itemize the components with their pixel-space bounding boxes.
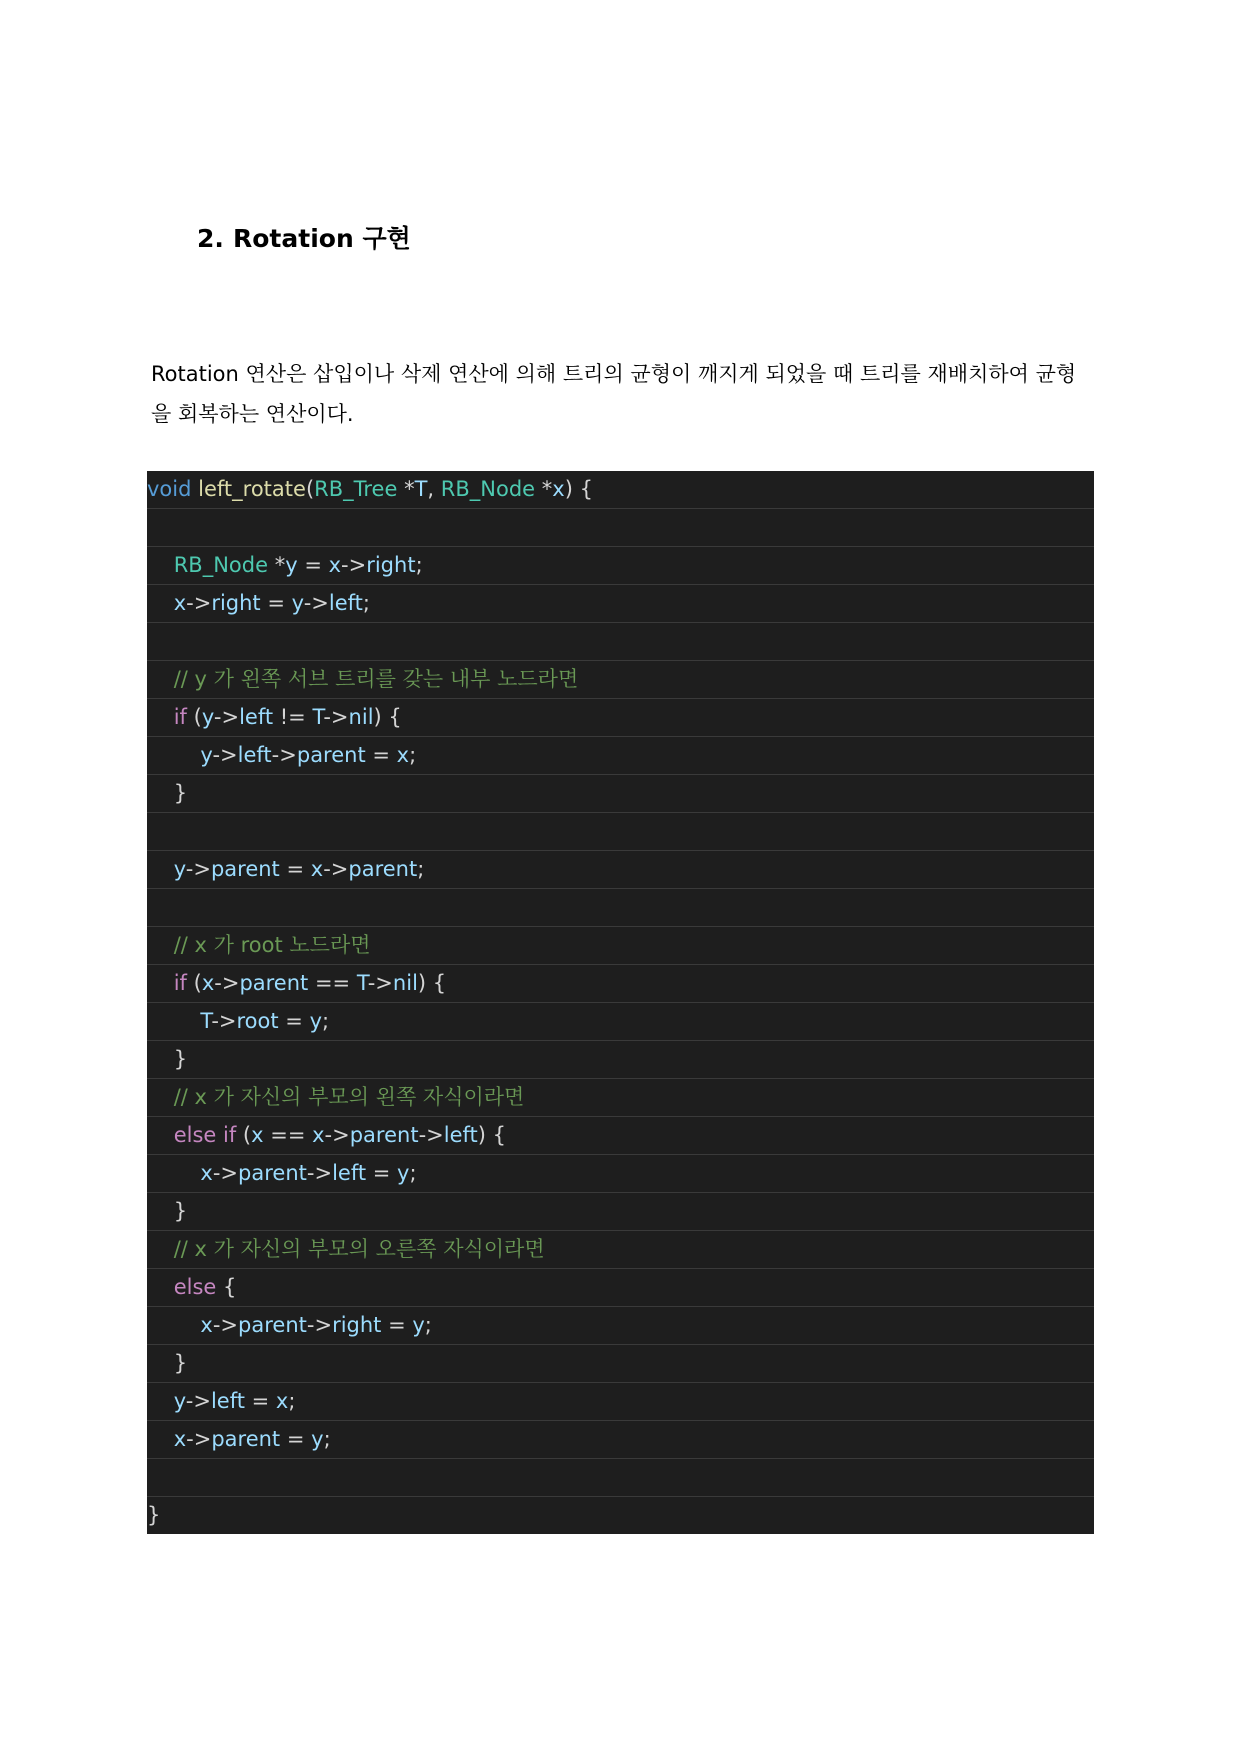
code-token: left [237,743,272,767]
code-token: left [332,1161,367,1185]
code-token: -> [214,971,240,995]
code-token: parent [211,1427,281,1451]
code-line [147,699,1094,737]
code-line [147,1307,1094,1345]
code-token: y [200,743,213,767]
code-token: ; [417,857,425,881]
code-token: ) { [373,705,402,729]
code-token: x [328,553,342,577]
code-comment: // x 가 자신의 부모의 오른쪽 자식이라면 [173,1237,545,1261]
code-line [147,1041,1094,1079]
code-line [147,623,1094,661]
code-token: != [273,705,313,729]
code-token: ; [409,743,417,767]
code-token: ( [186,971,202,995]
code-line [147,547,1094,585]
code-token: parent [238,1313,307,1337]
code-token: x [310,857,324,881]
code-line [147,509,1094,547]
code-token: -> [212,743,238,767]
code-token [147,1161,200,1185]
code-token: left [328,591,363,615]
code-line [147,1383,1094,1421]
code-token [147,857,174,881]
code-token: -> [186,591,212,615]
code-token: -> [418,1123,444,1147]
code-token: ; [424,1313,432,1337]
code-token [147,743,200,767]
code-line [147,1117,1094,1155]
code-token: = [279,857,311,881]
code-token: if [173,971,187,995]
code-token: T [414,477,428,501]
code-token: x [552,477,565,501]
code-line [147,813,1094,851]
code-token: left [210,1389,245,1413]
code-line [147,851,1094,889]
code-token: x [396,743,410,767]
code-token: parent [349,1123,419,1147]
code-token: right [211,591,261,615]
code-token: == [263,1123,313,1147]
code-token [147,1389,174,1413]
code-token [147,591,174,615]
code-token: x [200,1313,213,1337]
code-line [147,775,1094,813]
code-token: -> [186,1427,212,1451]
code-block [147,471,1094,1534]
code-token: left [443,1123,478,1147]
code-token: else [173,1275,217,1299]
code-token: y [412,1313,425,1337]
code-token: void [147,477,192,501]
code-token: x [275,1389,289,1413]
code-token: T [312,705,324,729]
code-token: y [311,1427,324,1451]
description-paragraph: Rotation 연산은 삽입이나 삭제 연산에 의해 트리의 균형이 깨지게 되었을 때 트리를 재배치하여 균형을 회복하는 연산이다. [151,362,1077,426]
section-title: Rotation 구현 [233,224,411,253]
code-token: RB_Node [440,477,536,501]
code-token: x [173,591,187,615]
code-token [147,933,174,957]
code-token: -> [306,1313,333,1337]
code-line [147,889,1094,927]
code-token: -> [341,553,367,577]
code-line [147,661,1094,699]
code-token: = [280,1427,312,1451]
code-token: if [173,705,187,729]
code-token: parent [210,857,280,881]
code-token: T [356,971,368,995]
code-token: else if [173,1123,237,1147]
code-token: -> [185,1389,211,1413]
code-token: ; [288,1389,296,1413]
code-token: } [147,1351,188,1375]
code-token [147,1237,174,1261]
code-token: == [308,971,357,995]
code-line [147,1003,1094,1041]
code-token: y [173,1389,186,1413]
code-line [147,1345,1094,1383]
code-line [147,927,1094,965]
code-token: ( [305,477,315,501]
code-token: ; [322,1009,330,1033]
code-token: y [201,705,214,729]
code-token: } [147,1047,188,1071]
code-token: } [147,781,188,805]
code-token: -> [367,971,393,995]
code-token: ) { [417,971,447,995]
code-token: * [397,477,415,501]
code-line [147,1421,1094,1459]
code-token [147,1275,174,1299]
code-token: -> [213,705,240,729]
code-token: RB_Tree [314,477,398,501]
code-token: nil [392,971,418,995]
code-token: left [239,705,274,729]
code-token: right [332,1313,382,1337]
code-token: nil [348,705,374,729]
code-token: -> [271,743,297,767]
code-line [147,737,1094,775]
code-token: -> [212,1313,239,1337]
code-token: T [200,1009,212,1033]
code-token: x [201,971,215,995]
code-comment: // y 가 왼쪽 서브 트리를 갖는 내부 노드라면 [173,667,579,691]
code-token: right [366,553,416,577]
code-token [147,1085,174,1109]
code-token: -> [323,705,349,729]
code-token: x [312,1123,325,1147]
code-token: y [291,591,304,615]
code-token: y [173,857,186,881]
code-line [147,1231,1094,1269]
code-line [147,965,1094,1003]
code-token: } [147,1199,188,1223]
code-token [147,1123,174,1147]
code-token: -> [303,591,329,615]
code-token: ; [415,553,423,577]
code-token: ) { [564,477,593,501]
code-comment: // x 가 root 노드라면 [173,933,371,957]
code-line [147,585,1094,623]
code-token: , [427,477,441,501]
code-token [147,553,174,577]
code-token: ; [362,591,370,615]
code-token: -> [185,857,211,881]
code-token: = [365,743,397,767]
code-line [147,1497,1094,1534]
code-token: parent [238,1161,307,1185]
code-token: ( [186,705,202,729]
code-token: ; [323,1427,331,1451]
code-token: = [260,591,292,615]
code-token: { [216,1275,237,1299]
code-token: root [236,1009,279,1033]
code-token [147,1313,200,1337]
code-line [147,1079,1094,1117]
code-token: x [173,1427,187,1451]
code-token [147,667,174,691]
code-token: * [268,553,286,577]
code-token: } [147,1503,161,1527]
code-token: = [366,1161,398,1185]
section-number: 2. [197,224,224,253]
code-token: left_rotate [198,477,306,501]
code-line [147,1459,1094,1497]
code-line [147,471,1094,509]
code-token: y [309,1009,322,1033]
code-token [147,971,174,995]
code-token: ; [409,1161,417,1185]
code-comment: // x 가 자신의 부모의 왼쪽 자식이라면 [173,1085,525,1109]
code-token: = [381,1313,413,1337]
code-token: ) { [477,1123,506,1147]
code-token: ( [236,1123,252,1147]
code-token: parent [348,857,418,881]
code-token: x [200,1161,213,1185]
code-token: -> [212,1161,239,1185]
code-line [147,1193,1094,1231]
code-token: * [535,477,553,501]
code-token: = [297,553,329,577]
code-token [147,1427,174,1451]
code-token: y [397,1161,410,1185]
code-token [147,705,174,729]
code-token: = [278,1009,310,1033]
code-token: x [251,1123,264,1147]
code-token: parent [296,743,366,767]
code-line [147,1269,1094,1307]
code-token: -> [323,857,349,881]
code-token: -> [306,1161,333,1185]
code-token [147,1009,200,1033]
code-token: = [244,1389,276,1413]
section-heading [197,222,411,256]
code-line [147,1155,1094,1193]
code-token: y [285,553,298,577]
code-token: parent [239,971,309,995]
code-token: -> [211,1009,237,1033]
code-token: RB_Node [173,553,269,577]
code-token: -> [324,1123,350,1147]
